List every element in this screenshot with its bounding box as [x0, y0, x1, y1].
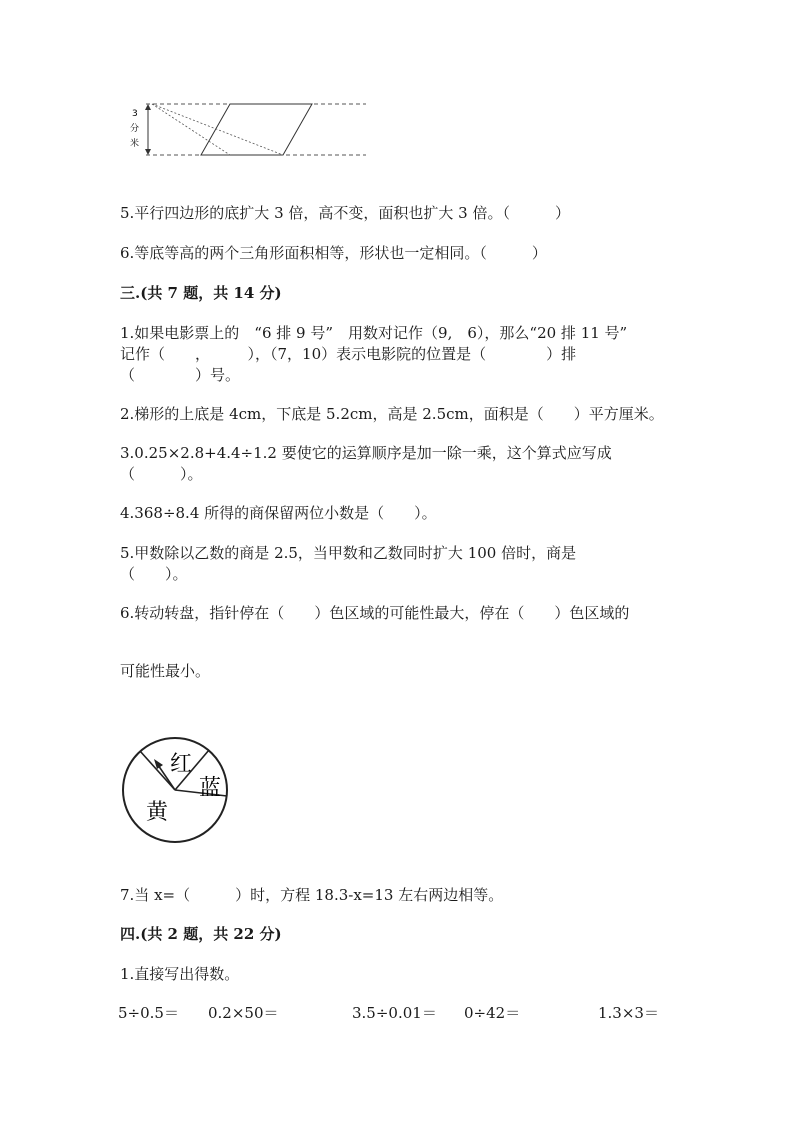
s3-q1-line1: 1.如果电影票上的 “6 排 9 号” 用数对记作（9, 6），那么“20 排 11 号”: [120, 324, 628, 342]
diagonal-dotted-line-1: [152, 104, 230, 155]
region-label-blue: 蓝: [199, 776, 222, 801]
diagonal-dotted-line-2: [152, 104, 283, 155]
s4-q1: 1.直接写出得数。: [120, 965, 240, 983]
judge-question-6: 6.等底等高的两个三角形面积相等，形状也一定相同。（ ）: [120, 244, 547, 262]
judge-question-5: 5.平行四边形的底扩大 3 倍，高不变，面积也扩大 3 倍。（ ）: [120, 204, 570, 222]
s3-q4: 4.368÷8.4 所得的商保留两位小数是（ ）。: [120, 504, 437, 522]
region-label-red: 红: [170, 752, 193, 777]
calc-item-1: 5÷0.5＝: [118, 1004, 179, 1022]
calc-item-3: 3.5÷0.01＝: [352, 1004, 437, 1022]
s3-q3-line2: （ ）。: [120, 465, 203, 483]
spinner-figure: [118, 733, 238, 849]
s3-q1-line3: （ ）号。: [120, 366, 241, 384]
region-label-yellow: 黄: [146, 800, 169, 825]
parallelogram-figure: [126, 96, 376, 162]
s3-q1-line2: 记作（ ， ），（7，10）表示电影院的位置是（ ）排: [120, 345, 577, 363]
s3-q3-line1: 3.0.25×2.8+4.4÷1.2 要使它的运算顺序是加一除一乘，这个算式应写成: [120, 444, 612, 462]
height-label-mi: 米: [130, 139, 140, 149]
section4-header: 四.(共 2 题，共 22 分): [120, 925, 282, 943]
height-label-3: 3: [132, 109, 138, 119]
s3-q6-line1: 6.转动转盘，指针停在（ ）色区域的可能性最大，停在（ ）色区域的: [120, 604, 630, 622]
s3-q7: 7.当 x=（ ）时，方程 18.3-x=13 左右两边相等。: [120, 886, 504, 904]
s3-q5-line2: （ ）。: [120, 565, 188, 583]
s3-q5-line1: 5.甲数除以乙数的商是 2.5，当甲数和乙数同时扩大 100 倍时，商是: [120, 544, 577, 562]
height-arrow-up: [145, 104, 151, 110]
height-arrow-down: [145, 149, 151, 155]
height-label-fen: 分: [130, 124, 140, 134]
calc-item-5: 1.3×3＝: [598, 1004, 659, 1022]
parallelogram-shape: [201, 104, 312, 155]
s3-q2: 2.梯形的上底是 4cm，下底是 5.2cm，高是 2.5cm，面积是（ ）平方厘米。: [120, 405, 664, 423]
calc-item-2: 0.2×50＝: [208, 1004, 279, 1022]
s3-q6-line2: 可能性最小。: [120, 662, 211, 680]
section3-header: 三.(共 7 题，共 14 分): [120, 284, 282, 302]
calc-item-4: 0÷42＝: [464, 1004, 521, 1022]
